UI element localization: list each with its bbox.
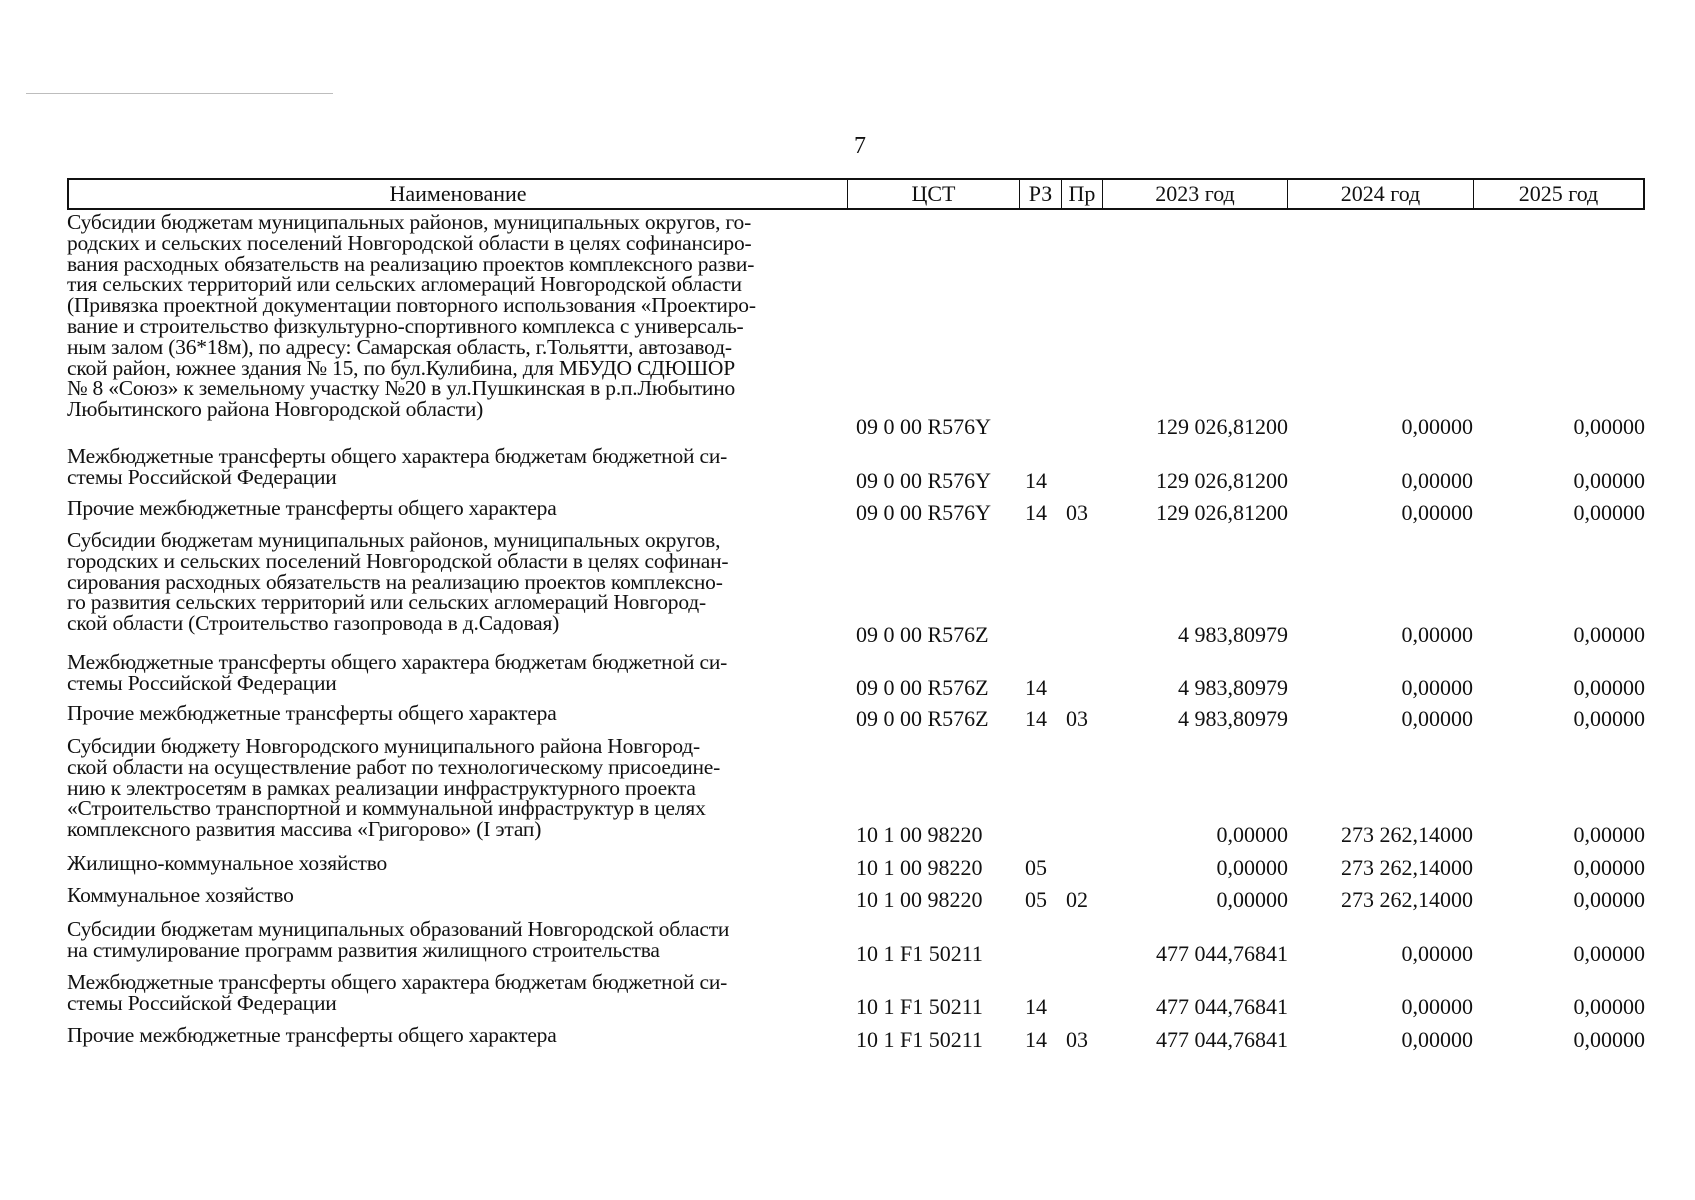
table-row <box>0 919 1695 967</box>
row-pr: 03 <box>1066 706 1088 731</box>
row-2025: 0,00000 <box>1573 822 1645 847</box>
row-cst: 09 0 00 R576Y <box>856 468 992 493</box>
row-2023: 129 026,81200 <box>1156 500 1288 525</box>
row-rz: 14 <box>1025 706 1047 731</box>
row-rz: 14 <box>1025 468 1047 493</box>
header-cst: ЦСТ <box>848 180 1020 208</box>
row-2024: 0,00000 <box>1401 941 1473 966</box>
row-2023: 0,00000 <box>1216 887 1288 912</box>
row-2025: 0,00000 <box>1573 675 1645 700</box>
row-pr: 03 <box>1066 500 1088 525</box>
page-number: 7 <box>854 133 866 159</box>
row-cst: 10 1 F1 50211 <box>856 941 983 966</box>
row-name: Прочие межбюджетные трансферты общего характера <box>67 496 557 520</box>
header-rz: РЗ <box>1020 180 1062 208</box>
row-2025: 0,00000 <box>1573 855 1645 880</box>
row-name: Прочие межбюджетные трансферты общего характера <box>67 701 557 725</box>
header-name: Наименование <box>69 180 848 208</box>
row-2024: 0,00000 <box>1401 994 1473 1019</box>
row-2023: 129 026,81200 <box>1156 468 1288 493</box>
row-name: Прочие межбюджетные трансферты общего характера <box>67 1023 557 1047</box>
row-2024: 0,00000 <box>1401 500 1473 525</box>
row-2025: 0,00000 <box>1573 706 1645 731</box>
row-2024: 0,00000 <box>1401 468 1473 493</box>
row-name: Межбюджетные трансферты общего характера бюджетам бюджетной си- стемы Российской Федерации <box>67 444 728 489</box>
table-row <box>0 736 1695 848</box>
row-cst: 09 0 00 R576Z <box>856 622 989 647</box>
row-cst: 10 1 00 98220 <box>856 822 983 847</box>
row-2025: 0,00000 <box>1573 1027 1645 1052</box>
row-2025: 0,00000 <box>1573 500 1645 525</box>
row-2024: 0,00000 <box>1401 622 1473 647</box>
row-2025: 0,00000 <box>1573 887 1645 912</box>
row-name: Субсидии бюджетам муниципальных районов, муниципальных округов, го- родских и сельских поселений Новгородской области в целях софинансиро- вания расходных обязательств на реализацию проектов комплексного разви- тия сельских территорий или сельских агломераций Новгородской области (Привязка проектной документации повторного использования «Проектиро- вание и строительство физкультурно-спортивного комплекса с универсаль- ным залом (36*18м), по адресу: Самарская область, г.Тольятти, автозавод- ской район, южнее здания № 15, по бул.Кулибина, для МБУДО СДЮШОР № 8 «Союз» к земельному участку №20 в ул.Пушкинская в р.п.Любытино Любытинского района Новгородской области) <box>67 210 756 422</box>
row-rz: 05 <box>1025 855 1047 880</box>
row-2024: 0,00000 <box>1401 414 1473 439</box>
row-name: Субсидии бюджетам муниципальных образований Новгородской области на стимулирование программ развития жилищного строительства <box>67 917 730 962</box>
row-cst: 10 1 F1 50211 <box>856 1027 983 1052</box>
row-name: Межбюджетные трансферты общего характера бюджетам бюджетной си- стемы Российской Федерации <box>67 970 728 1015</box>
row-cst: 09 0 00 R576Z <box>856 706 989 731</box>
row-2023: 0,00000 <box>1216 855 1288 880</box>
table-row <box>0 652 1695 701</box>
row-name: Межбюджетные трансферты общего характера бюджетам бюджетной си- стемы Российской Федерации <box>67 650 728 695</box>
table-row <box>0 498 1695 526</box>
row-cst: 09 0 00 R576Z <box>856 675 989 700</box>
row-name: Коммунальное хозяйство <box>67 883 294 907</box>
row-cst: 10 1 F1 50211 <box>856 994 983 1019</box>
row-name: Жилищно-коммунальное хозяйство <box>67 851 388 875</box>
table-row <box>0 1025 1695 1053</box>
table-header <box>67 178 1645 210</box>
table-row <box>0 212 1695 440</box>
row-2025: 0,00000 <box>1573 994 1645 1019</box>
table-row <box>0 446 1695 494</box>
row-2023: 477 044,76841 <box>1156 994 1288 1019</box>
table-row <box>0 530 1695 648</box>
header-2023: 2023 год <box>1103 180 1288 208</box>
row-2024: 273 262,14000 <box>1341 855 1473 880</box>
row-2023: 477 044,76841 <box>1156 1027 1288 1052</box>
row-2023: 129 026,81200 <box>1156 414 1288 439</box>
row-2023: 4 983,80979 <box>1178 622 1288 647</box>
row-rz: 14 <box>1025 675 1047 700</box>
row-name: Субсидии бюджетам муниципальных районов, муниципальных округов, городских и сельских поселений Новгородской области в целях софинан- сирования расходных обязательств на реализацию проектов комплексно- го развития сельских территорий или сельских агломераций Новгород- ской области (Строительство газопровода в д.Садовая) <box>67 528 729 636</box>
header-pr: Пр <box>1062 180 1103 208</box>
top-divider-line <box>26 93 333 94</box>
row-2024: 0,00000 <box>1401 675 1473 700</box>
table-row <box>0 885 1695 913</box>
header-2024: 2024 год <box>1288 180 1474 208</box>
row-rz: 05 <box>1025 887 1047 912</box>
row-rz: 14 <box>1025 1027 1047 1052</box>
row-2023: 0,00000 <box>1216 822 1288 847</box>
table-row <box>0 972 1695 1020</box>
row-rz: 14 <box>1025 500 1047 525</box>
row-2024: 0,00000 <box>1401 1027 1473 1052</box>
row-2025: 0,00000 <box>1573 622 1645 647</box>
row-2024: 0,00000 <box>1401 706 1473 731</box>
row-2025: 0,00000 <box>1573 941 1645 966</box>
row-name: Субсидии бюджету Новгородского муниципального района Новгород- ской области на осуществление работ по технологическому присоедине- нию к электросетям в рамках реализации инфраструктурного проекта «Строительство транспортной и коммунальной инфраструктур в целях комплексного развития массива «Григорово» (I этап) <box>67 734 721 842</box>
row-cst: 10 1 00 98220 <box>856 887 983 912</box>
row-2024: 273 262,14000 <box>1341 887 1473 912</box>
row-2023: 477 044,76841 <box>1156 941 1288 966</box>
table-row <box>0 853 1695 881</box>
row-cst: 09 0 00 R576Y <box>856 500 992 525</box>
row-cst: 09 0 00 R576Y <box>856 414 992 439</box>
row-rz: 14 <box>1025 994 1047 1019</box>
row-pr: 03 <box>1066 1027 1088 1052</box>
row-2023: 4 983,80979 <box>1178 675 1288 700</box>
row-2023: 4 983,80979 <box>1178 706 1288 731</box>
row-pr: 02 <box>1066 887 1088 912</box>
row-2025: 0,00000 <box>1573 468 1645 493</box>
table-row <box>0 703 1695 732</box>
row-cst: 10 1 00 98220 <box>856 855 983 880</box>
row-2025: 0,00000 <box>1573 414 1645 439</box>
row-2024: 273 262,14000 <box>1341 822 1473 847</box>
header-2025: 2025 год <box>1518 181 1599 206</box>
